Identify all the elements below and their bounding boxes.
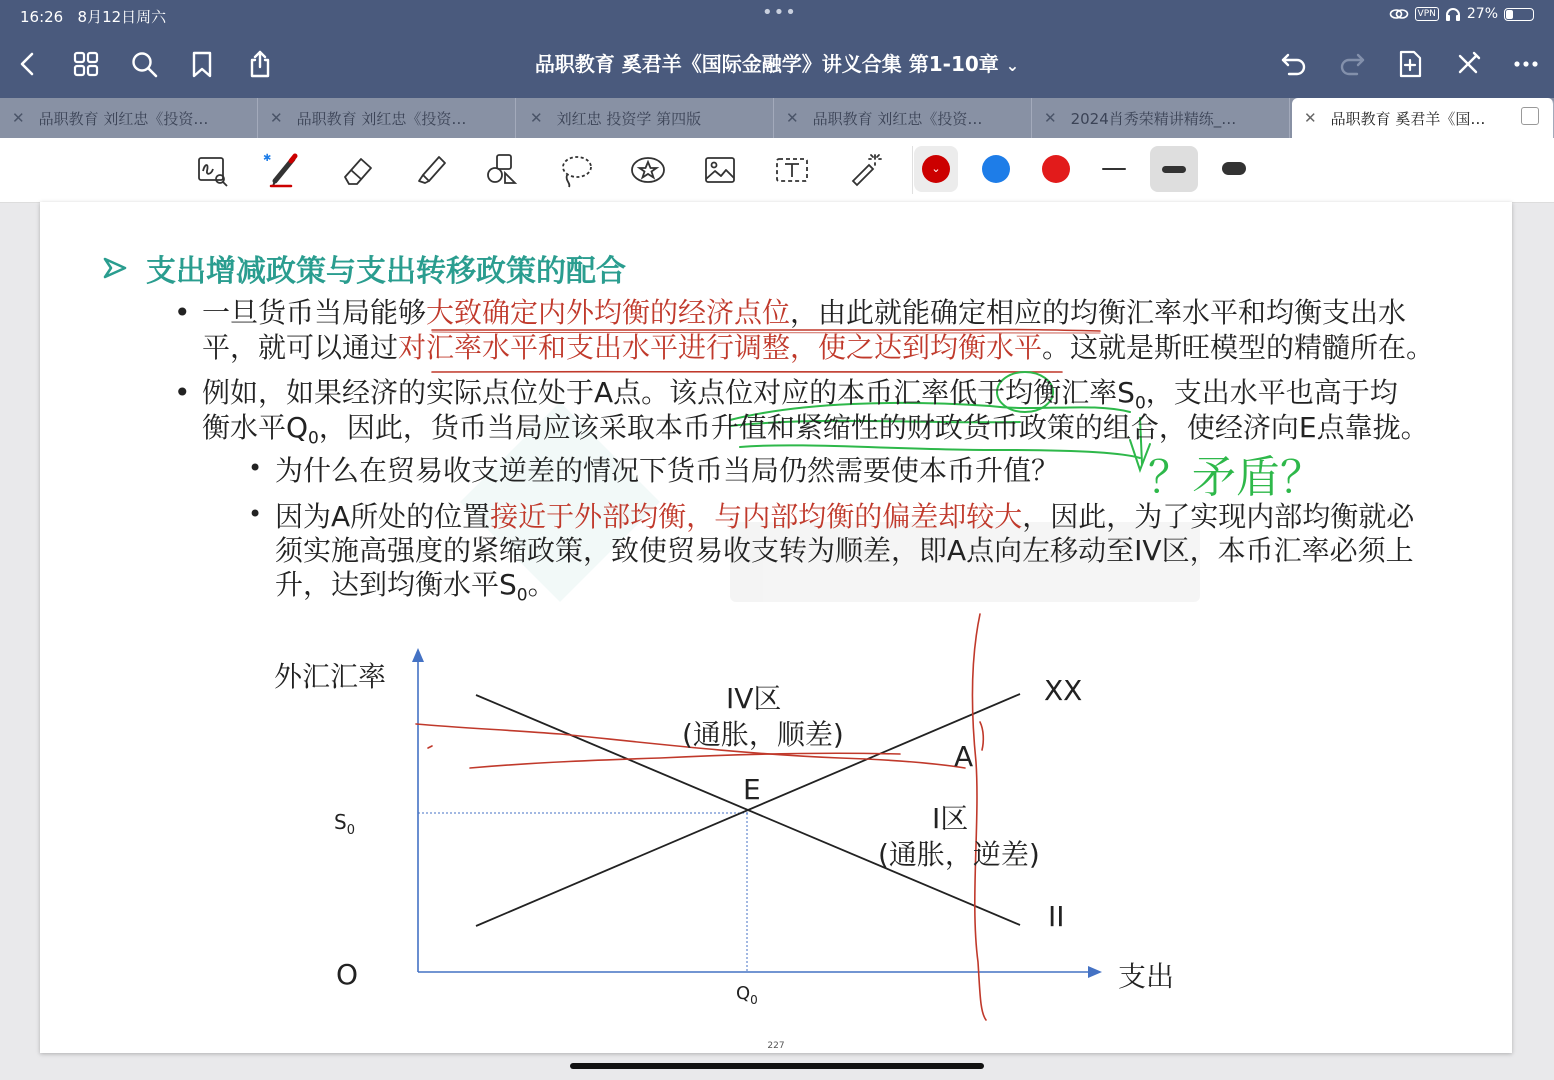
undo-icon — [1279, 49, 1309, 79]
vpn-badge: VPN — [1415, 7, 1439, 21]
zone4-title: IV区 — [726, 682, 782, 715]
ii-curve-label: II — [1048, 900, 1065, 933]
arrow-bullet-icon — [102, 255, 128, 281]
point-a-label: A — [954, 740, 974, 773]
laser-pointer-tool[interactable] — [844, 148, 888, 192]
headphones-icon — [1445, 7, 1461, 21]
status-indicators — [1389, 6, 1534, 22]
pen-icon — [265, 151, 303, 189]
color-swatch-blue[interactable] — [982, 155, 1010, 183]
split-view-icon[interactable] — [1521, 107, 1539, 125]
highlighter-icon — [411, 151, 449, 189]
close-icon[interactable]: ✕ — [530, 109, 543, 127]
highlighter-tool[interactable] — [408, 148, 452, 192]
tab-doc-6-active[interactable]: ✕ 品职教育 奚君羊《国… — [1292, 98, 1554, 138]
chevron-down-icon: ⌄ — [931, 162, 941, 175]
close-icon[interactable]: ✕ — [1304, 109, 1317, 127]
laser-pointer-icon — [847, 151, 885, 189]
text-box-icon — [773, 151, 811, 189]
sticker-icon — [629, 151, 667, 189]
close-icon[interactable]: ✕ — [12, 109, 25, 127]
add-page-icon — [1395, 49, 1425, 79]
red-diagram-marks — [416, 614, 986, 1020]
xx-curve-label: XX — [1044, 674, 1083, 707]
section-heading: 支出增减政策与支出转移政策的配合 — [146, 254, 626, 289]
document-title-button[interactable]: 品职教育 奚君羊《国际金融学》讲义合集 第1-10章 ⌄ — [534, 52, 1020, 76]
bullet1-line1: 一旦货币当局能够大致确定内外均衡的经济点位，由此就能确定相应的均衡汇率水平和均衡支出水 — [202, 296, 1407, 329]
sub-bullet-dot: • — [248, 454, 263, 482]
more-icon — [1511, 49, 1541, 79]
sticker-tool[interactable] — [626, 148, 670, 192]
s0-label: $S_0$ — [334, 810, 355, 838]
link-icon — [1389, 8, 1409, 20]
close-edit-button[interactable] — [1448, 44, 1488, 84]
text-tool[interactable] — [770, 148, 814, 192]
undo-button[interactable] — [1274, 44, 1314, 84]
stroke-medium-sample — [1162, 166, 1186, 173]
y-axis-arrow — [412, 648, 424, 662]
tab-doc-1[interactable]: ✕ 品职教育 刘红忠《投资… — [0, 98, 258, 138]
tab-doc-4[interactable]: ✕ 品职教育 刘红忠《投资… — [774, 98, 1032, 138]
sub-bullet2-line1: 因为A所处的位置接近于外部均衡，与内部均衡的偏差却较大，因此，为了实现内部均衡就必 — [275, 500, 1415, 533]
x-axis-arrow — [1088, 966, 1102, 978]
redo-icon — [1337, 49, 1367, 79]
annotation-toolbar — [0, 138, 1554, 203]
close-x-icon — [1453, 49, 1483, 79]
sub-bullet-dot: • — [248, 500, 263, 528]
image-tool[interactable] — [698, 148, 742, 192]
shapes-tool[interactable] — [480, 148, 524, 192]
bullet2-line1: 例如，如果经济的实际点位处于A点。该点位对应的本币汇率低于均衡汇率$S_0$，支出水平也高于均 — [202, 376, 1398, 414]
bullet1-line2: 平，就可以通过对汇率水平和支出水平进行调整，使之达到均衡水平。这就是斯旺模型的精髓所在。 — [202, 331, 1435, 364]
stroke-width-medium-selected[interactable] — [1150, 146, 1198, 192]
handwritten-note: ？矛盾？ — [1148, 452, 1324, 503]
page-number: 227 — [767, 1041, 785, 1051]
tab-bar — [0, 98, 1554, 138]
svg-text:✱: ✱ — [263, 153, 272, 164]
status-time: 16:26 8月12日周六 — [20, 8, 167, 26]
redo-button[interactable] — [1332, 44, 1372, 84]
close-icon[interactable]: ✕ — [270, 109, 283, 127]
zone1-desc: (通胀，逆差) — [878, 838, 1040, 871]
handwriting-zoom-icon — [193, 151, 231, 189]
image-icon — [701, 151, 739, 189]
tab-doc-5[interactable]: ✕ 2024肖秀荣精讲精练_… — [1032, 98, 1290, 138]
pen-tool[interactable] — [262, 148, 306, 192]
stroke-width-thin[interactable] — [1102, 168, 1126, 170]
tab-doc-2[interactable]: ✕ 品职教育 刘红忠《投资… — [258, 98, 516, 138]
battery-icon — [1504, 8, 1534, 21]
tab-doc-3[interactable]: ✕ 刘红忠 投资学 第四版 — [516, 98, 774, 138]
add-page-button[interactable] — [1390, 44, 1430, 84]
sub-bullet2-line2: 须实施高强度的紧缩政策，致使贸易收支转为顺差，即A点向左移动至IV区，本币汇率必须上 — [275, 534, 1414, 567]
zone1-title: I区 — [932, 802, 969, 835]
zone4-desc: (通胀，顺差) — [682, 718, 844, 751]
stroke-width-thick[interactable] — [1222, 162, 1246, 175]
shapes-icon — [483, 151, 521, 189]
color-swatch-dark-red[interactable] — [922, 155, 950, 183]
point-e-label: E — [743, 773, 761, 806]
chevron-down-icon: ⌄ — [1005, 56, 1020, 75]
bullet-dot: • — [174, 376, 191, 409]
bullet2-line2: 衡水平$Q_0$，因此，货币当局应该采取本币升值和紧缩性的财政货币政策的组合，使经济向E点靠拢。 — [202, 411, 1429, 449]
top-bar — [0, 0, 1554, 98]
toolbar-divider — [912, 146, 913, 194]
q0-label: $Q_0$ — [736, 983, 758, 1007]
multitask-dots[interactable]: ••• — [762, 2, 797, 23]
battery-percent: 27% — [1466, 6, 1498, 22]
swan-diagram — [274, 614, 1174, 1020]
home-indicator[interactable] — [570, 1063, 984, 1069]
sub-bullet1: 为什么在贸易收支逆差的情况下货币当局仍然需要使本币升值？ — [275, 454, 1060, 487]
more-button[interactable] — [1506, 44, 1546, 84]
handwriting-search-tool[interactable] — [190, 148, 234, 192]
close-icon[interactable]: ✕ — [1044, 109, 1057, 127]
sub-bullet2-line3: 升，达到均衡水平$S_0$。 — [275, 568, 556, 606]
bullet-dot: • — [174, 296, 191, 329]
close-icon[interactable]: ✕ — [786, 109, 799, 127]
origin-label: O — [336, 958, 359, 991]
lasso-icon — [557, 151, 595, 189]
color-swatch-red[interactable] — [1042, 155, 1070, 183]
y-axis-label: 外汇汇率 — [274, 660, 387, 693]
lasso-tool[interactable] — [554, 148, 598, 192]
eraser-tool[interactable] — [336, 148, 380, 192]
eraser-icon — [339, 151, 377, 189]
x-axis-label: 支出 — [1118, 960, 1175, 993]
